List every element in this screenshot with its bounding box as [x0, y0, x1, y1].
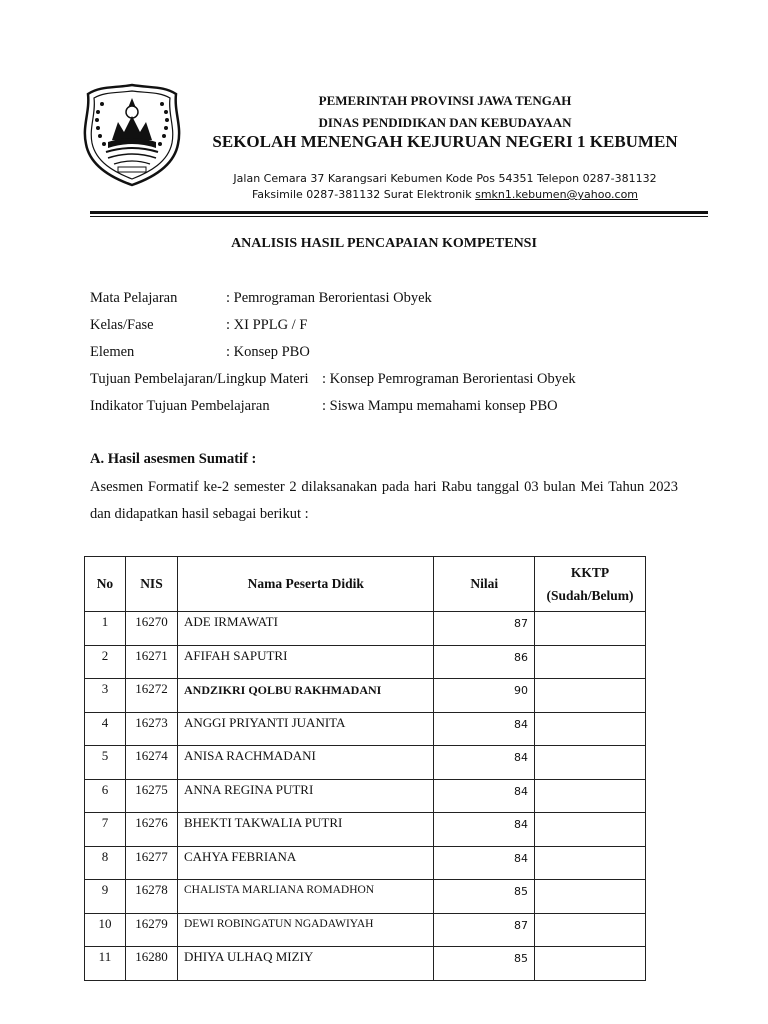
table-row: [85, 846, 646, 880]
cell-nilai: 85: [434, 947, 535, 981]
field-indikator-value: : Siswa Mampu memahami konsep PBO: [322, 398, 558, 414]
cell-kktp: [535, 913, 646, 947]
cell-no: 1: [85, 612, 126, 646]
cell-nilai: 84: [434, 746, 535, 780]
cell-nama: ANNA REGINA PUTRI: [178, 779, 434, 813]
cell-nama: ANISA RACHMADANI: [178, 746, 434, 780]
cell-no: 10: [85, 913, 126, 947]
cell-nilai: 87: [434, 612, 535, 646]
table-row: [85, 679, 646, 713]
cell-nama: BHEKTI TAKWALIA PUTRI: [178, 813, 434, 847]
cell-nis: 16276: [125, 813, 177, 847]
table-row: [85, 880, 646, 914]
field-mapel-value: : Pemrograman Berorientasi Obyek: [226, 290, 432, 306]
cell-nis: 16277: [125, 846, 177, 880]
letterhead-address: Jalan Cemara 37 Karangsari Kebumen Kode Pos 54351 Telepon 0287-381132: [233, 172, 657, 185]
cell-nilai: 85: [434, 880, 535, 914]
cell-nilai: 87: [434, 913, 535, 947]
cell-nilai: 86: [434, 645, 535, 679]
table-row: [85, 779, 646, 813]
cell-no: 9: [85, 880, 126, 914]
cell-no: 2: [85, 645, 126, 679]
header-kktp: [535, 557, 646, 612]
cell-no: 6: [85, 779, 126, 813]
cell-kktp: [535, 612, 646, 646]
cell-nis: 16275: [125, 779, 177, 813]
letterhead-divider-thin: [90, 216, 708, 217]
cell-nis: 16271: [125, 645, 177, 679]
letterhead-divider-thick: [90, 211, 708, 214]
cell-nis: 16272: [125, 679, 177, 713]
letterhead-province: PEMERINTAH PROVINSI JAWA TENGAH: [318, 93, 572, 108]
header-nilai: Nilai: [434, 557, 535, 612]
field-elemen-value: : Konsep PBO: [226, 344, 310, 360]
cell-no: 7: [85, 813, 126, 847]
table-row: [85, 612, 646, 646]
cell-no: 5: [85, 746, 126, 780]
field-mapel-label: Mata Pelajaran: [90, 290, 178, 306]
field-tujuan-value: : Konsep Pemrograman Berorientasi Obyek: [322, 371, 576, 387]
cell-nama: DEWI ROBINGATUN NGADAWIYAH: [178, 913, 434, 947]
cell-no: 11: [85, 947, 126, 981]
cell-nis: 16270: [125, 612, 177, 646]
results-table: [84, 556, 646, 981]
document-title: ANALISIS HASIL PENCAPAIAN KOMPETENSI: [231, 236, 537, 251]
cell-nama: ANDZIKRI QOLBU RAKHMADANI: [178, 679, 434, 713]
field-tujuan-label: Tujuan Pembelajaran/Lingkup Materi: [90, 371, 309, 387]
field-kelas-value: : XI PPLG / F: [226, 317, 308, 333]
cell-kktp: [535, 846, 646, 880]
cell-nilai: 84: [434, 813, 535, 847]
cell-nis: 16280: [125, 947, 177, 981]
cell-kktp: [535, 712, 646, 746]
cell-kktp: [535, 813, 646, 847]
cell-kktp: [535, 947, 646, 981]
cell-kktp: [535, 880, 646, 914]
section-a-heading: A. Hasil asesmen Sumatif :: [90, 451, 257, 467]
table-row: [85, 813, 646, 847]
table-header-row: [85, 557, 646, 612]
cell-nama: ANGGI PRIYANTI JUANITA: [178, 712, 434, 746]
cell-no: 8: [85, 846, 126, 880]
cell-nis: 16273: [125, 712, 177, 746]
cell-nilai: 84: [434, 712, 535, 746]
cell-nis: 16278: [125, 880, 177, 914]
table-row: [85, 645, 646, 679]
cell-no: 3: [85, 679, 126, 713]
letterhead-school-name: SEKOLAH MENENGAH KEJURUAN NEGERI 1 KEBUMEN: [212, 132, 678, 151]
header-kktp-title: KKTP: [570, 565, 610, 580]
letterhead-department: DINAS PENDIDIKAN DAN KEBUDAYAAN: [318, 115, 572, 130]
table-row: [85, 712, 646, 746]
cell-nilai: 90: [434, 679, 535, 713]
cell-kktp: [535, 645, 646, 679]
letterhead-contact: [200, 188, 690, 201]
cell-no: 4: [85, 712, 126, 746]
header-kktp-subtitle: (Sudah/Belum): [546, 588, 634, 603]
section-a-paragraph: Asesmen Formatif ke-2 semester 2 dilaksanakan pada hari Rabu tanggal 03 bulan Mei Tahun 2023 dan didapatkan hasil sebagai berikut :: [90, 479, 678, 522]
cell-nama: CAHYA FEBRIANA: [178, 846, 434, 880]
cell-nilai: 84: [434, 846, 535, 880]
cell-kktp: [535, 679, 646, 713]
cell-nama: CHALISTA MARLIANA ROMADHON: [178, 880, 434, 914]
header-no: No: [85, 557, 126, 612]
letterhead-fax: Faksimile 0287-381132 Surat Elektronik: [251, 188, 476, 201]
cell-nama: ADE IRMAWATI: [178, 612, 434, 646]
cell-nama: DHIYA ULHAQ MIZIY: [178, 947, 434, 981]
provincial-emblem-logo: [78, 82, 186, 188]
field-indikator-label: Indikator Tujuan Pembelajaran: [90, 398, 270, 414]
field-elemen-label: Elemen: [90, 344, 135, 360]
letterhead-email-link[interactable]: smkn1.kebumen@yahoo.com: [475, 188, 639, 201]
table-row: [85, 913, 646, 947]
cell-nis: 16274: [125, 746, 177, 780]
header-nama: Nama Peserta Didik: [178, 557, 434, 612]
table-row: [85, 746, 646, 780]
table-row: [85, 947, 646, 981]
cell-nama: AFIFAH SAPUTRI: [178, 645, 434, 679]
cell-kktp: [535, 779, 646, 813]
field-kelas-label: Kelas/Fase: [90, 317, 154, 333]
cell-kktp: [535, 746, 646, 780]
header-nis: NIS: [125, 557, 177, 612]
cell-nis: 16279: [125, 913, 177, 947]
cell-nilai: 84: [434, 779, 535, 813]
